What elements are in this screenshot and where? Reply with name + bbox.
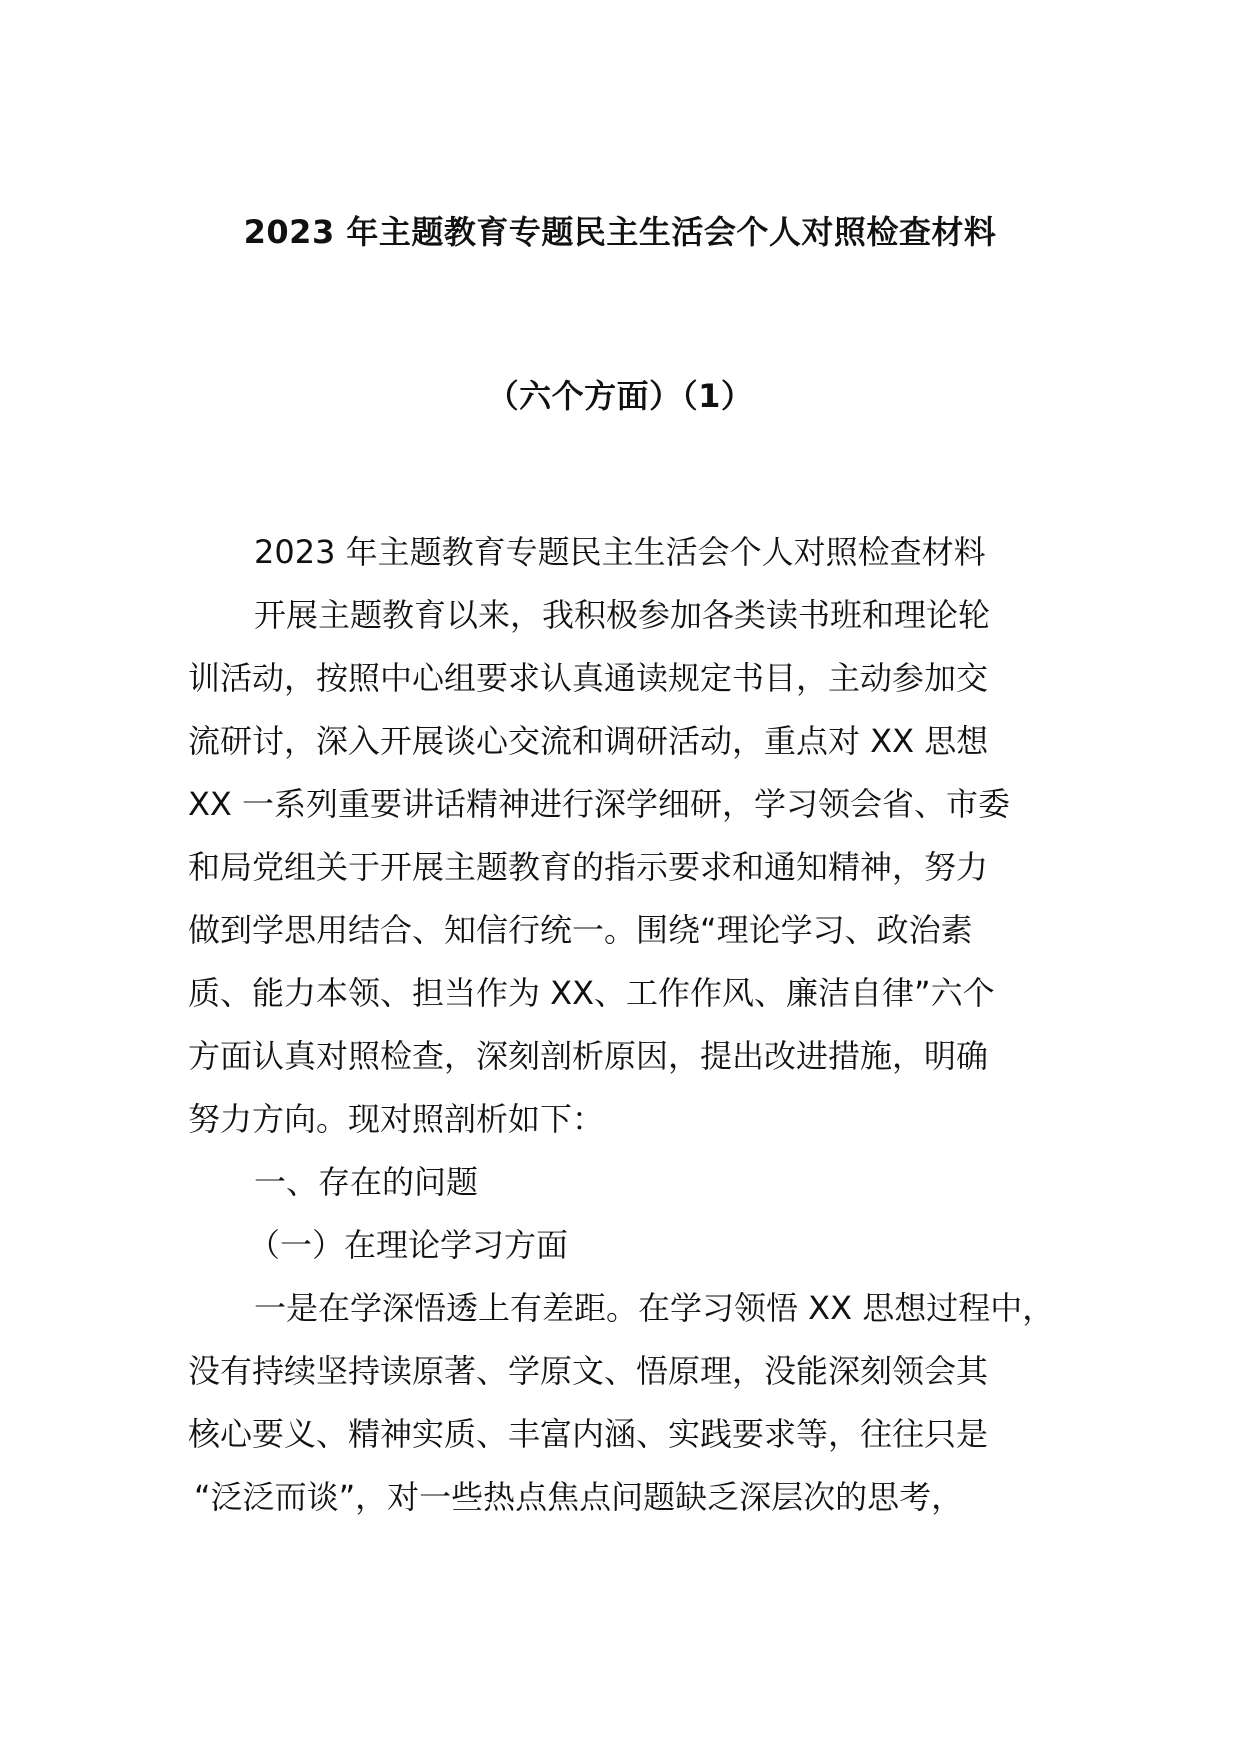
paragraph-line: 开展主题教育以来，我积极参加各类读书班和理论轮: [254, 596, 991, 634]
document-title: 2023 年主题教育专题民主生活会个人对照检查材料: [243, 213, 997, 251]
paragraph-line: XX 一系列重要讲话精神进行深学细研，学习领会省、市委: [188, 785, 1011, 823]
paragraph-line: “泛泛而谈”，对一些热点焦点问题缺乏深层次的思考，: [194, 1478, 964, 1516]
paragraph-line: 和局党组关于开展主题教育的指示要求和通知精神，努力: [188, 848, 989, 886]
paragraph-line: 一是在学深悟透上有差距。在学习领悟 XX 思想过程中，: [254, 1289, 1055, 1327]
section-heading: 一、存在的问题: [254, 1163, 479, 1201]
paragraph-line: 核心要义、精神实质、丰富内涵、实践要求等，往往只是: [188, 1415, 989, 1453]
paragraph-line: 方面认真对照检查，深刻剖析原因，提出改进措施，明确: [188, 1037, 989, 1075]
paragraph-line: 训活动，按照中心组要求认真通读规定书目，主动参加交: [188, 659, 989, 697]
paragraph-line: 质、能力本领、担当作为 XX、工作作风、廉洁自律”六个: [188, 974, 995, 1012]
paragraph-line: 努力方向。现对照剖析如下：: [188, 1100, 605, 1138]
subsection-heading: （一）在理论学习方面: [248, 1226, 569, 1264]
document-subtitle: （六个方面）（1）: [486, 377, 754, 415]
paragraph-line: 做到学思用结合、知信行统一。围绕“理论学习、政治素: [188, 911, 973, 949]
body-heading-line: 2023 年主题教育专题民主生活会个人对照检查材料: [254, 533, 986, 571]
paragraph-line: 没有持续坚持读原著、学原文、悟原理，没能深刻领会其: [188, 1352, 989, 1390]
paragraph-line: 流研讨，深入开展谈心交流和调研活动，重点对 XX 思想: [188, 722, 989, 760]
